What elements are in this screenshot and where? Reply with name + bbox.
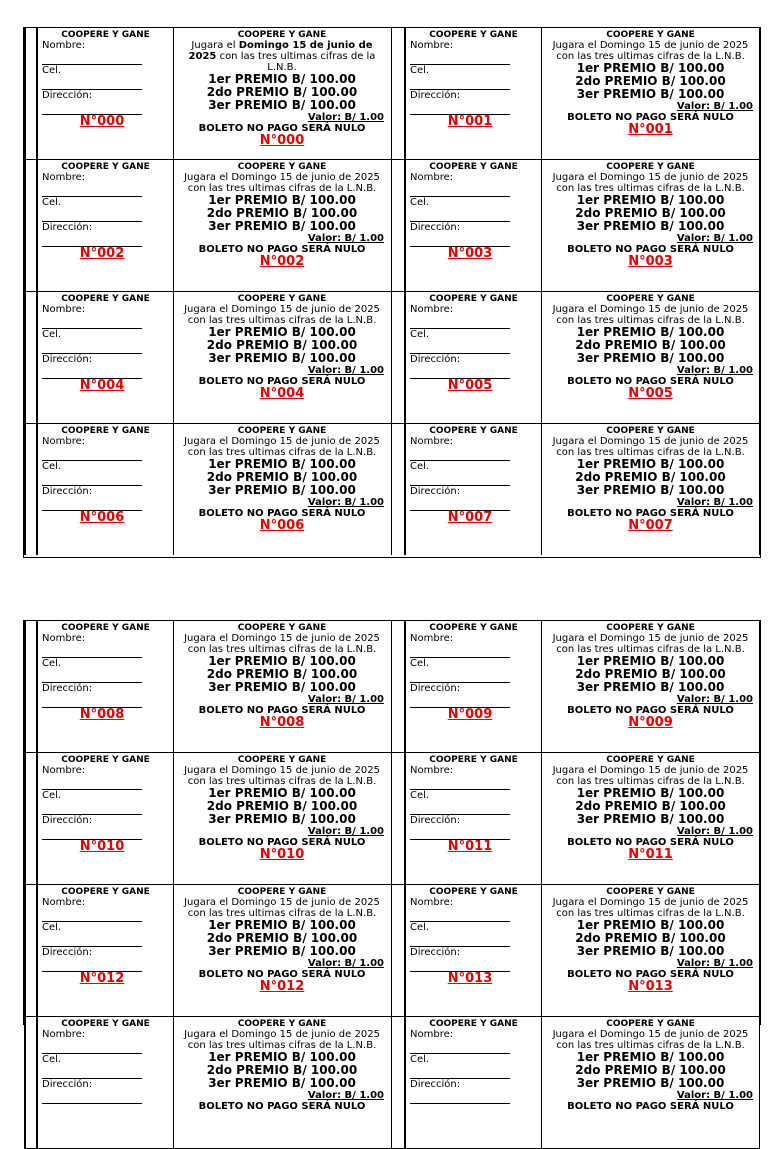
prize-3: 3er PREMIO B/ 100.00 bbox=[576, 944, 725, 958]
ticket-header: COOPERE Y GANE bbox=[606, 294, 695, 304]
stub-direccion-label: Dirección: bbox=[410, 683, 461, 694]
stub-cel-label: Cel. bbox=[42, 65, 62, 76]
stub-cel-label: Cel. bbox=[42, 329, 62, 340]
ticket-header: COOPERE Y GANE bbox=[237, 623, 327, 633]
ticket-stub bbox=[38, 292, 174, 423]
prize-1: 1er PREMIO B/ 100.00 bbox=[208, 325, 356, 339]
stub-direccion-label: Dirección: bbox=[42, 354, 93, 365]
stub-direccion-label: Dirección: bbox=[410, 1079, 461, 1090]
stub-direccion-label: Dirección: bbox=[42, 486, 93, 497]
ticket-description: Jugara el Domingo 15 de junio de 2025 con las tres ultimas cifras de la L.N.B. bbox=[552, 436, 749, 458]
stub-ticket-number: N°008 bbox=[79, 707, 125, 722]
ticket-gutter bbox=[24, 885, 38, 1016]
ticket-row bbox=[24, 753, 760, 885]
stub-nombre-line bbox=[410, 645, 510, 658]
ticket-sheet-2 bbox=[23, 620, 761, 1112]
stub-nombre-label: Nombre: bbox=[410, 304, 454, 315]
ticket-header: COOPERE Y GANE bbox=[237, 30, 327, 40]
stub-cel-line bbox=[410, 209, 510, 222]
ticket-body bbox=[542, 1017, 760, 1148]
prize-3: 3er PREMIO B/ 100.00 bbox=[576, 1076, 725, 1090]
prize-2: 2do PREMIO B/ 100.00 bbox=[575, 338, 726, 352]
stub-ticket-number: N°001 bbox=[447, 114, 493, 129]
stub-ticket-number: N°011 bbox=[447, 839, 493, 854]
stub-ticket-number: N°003 bbox=[447, 246, 493, 261]
ticket-price: Valor: B/ 1.00 bbox=[307, 233, 384, 244]
ticket-body bbox=[542, 885, 760, 1016]
stub-ticket-number: N°002 bbox=[79, 246, 125, 261]
ticket-price: Valor: B/ 1.00 bbox=[676, 365, 753, 376]
ticket-price: Valor: B/ 1.00 bbox=[676, 101, 753, 112]
stub-nombre-line bbox=[410, 448, 510, 461]
stub-nombre-line bbox=[410, 184, 510, 197]
ticket-body bbox=[174, 424, 390, 555]
prize-3: 3er PREMIO B/ 100.00 bbox=[208, 98, 356, 112]
ticket-number: N°002 bbox=[259, 254, 305, 269]
prize-2: 2do PREMIO B/ 100.00 bbox=[206, 1063, 358, 1077]
ticket-void-notice: BOLETO NO PAGO SERÁ NULO bbox=[567, 376, 734, 387]
prize-1: 1er PREMIO B/ 100.00 bbox=[208, 786, 356, 800]
ticket-description: Jugara el Domingo 15 de junio de 2025 con las tres ultimas cifras de la L.N.B. bbox=[188, 40, 376, 73]
ticket-void-notice: BOLETO NO PAGO SERÁ NULO bbox=[198, 1101, 366, 1112]
stub-direccion-label: Dirección: bbox=[410, 486, 461, 497]
stub-header: COOPERE Y GANE bbox=[61, 162, 150, 172]
ticket-gutter bbox=[391, 160, 406, 291]
ticket-price: Valor: B/ 1.00 bbox=[307, 826, 384, 837]
prize-1: 1er PREMIO B/ 100.00 bbox=[208, 1050, 356, 1064]
ticket-description: Jugara el Domingo 15 de junio de 2025 con las tres ultimas cifras de la L.N.B. bbox=[184, 436, 380, 458]
ticket-stub bbox=[38, 885, 174, 1016]
stub-nombre-line bbox=[42, 448, 142, 461]
prize-3: 3er PREMIO B/ 100.00 bbox=[208, 483, 356, 497]
stub-cel-line bbox=[42, 341, 142, 354]
prize-3: 3er PREMIO B/ 100.00 bbox=[208, 812, 356, 826]
stub-ticket-number: N°012 bbox=[79, 971, 125, 986]
prize-2: 2do PREMIO B/ 100.00 bbox=[575, 931, 726, 945]
ticket-body bbox=[542, 292, 760, 423]
ticket-number: N°010 bbox=[259, 847, 305, 862]
stub-ticket-number: N°010 bbox=[79, 839, 125, 854]
ticket-void-notice: BOLETO NO PAGO SERÁ NULO bbox=[198, 705, 366, 716]
ticket-gutter bbox=[24, 28, 38, 159]
ticket-stub bbox=[38, 160, 174, 291]
prize-3: 3er PREMIO B/ 100.00 bbox=[576, 680, 725, 694]
ticket-void-notice: BOLETO NO PAGO SERÁ NULO bbox=[567, 1101, 734, 1112]
prize-1: 1er PREMIO B/ 100.00 bbox=[576, 918, 725, 932]
stub-header: COOPERE Y GANE bbox=[429, 755, 518, 765]
ticket-void-notice: BOLETO NO PAGO SERÁ NULO bbox=[567, 705, 734, 716]
ticket-header: COOPERE Y GANE bbox=[606, 623, 695, 633]
stub-cel-label: Cel. bbox=[410, 658, 430, 669]
stub-header: COOPERE Y GANE bbox=[61, 887, 150, 897]
prize-2: 2do PREMIO B/ 100.00 bbox=[575, 470, 726, 484]
stub-nombre-label: Nombre: bbox=[42, 436, 86, 447]
ticket-description: Jugara el Domingo 15 de junio de 2025 con las tres ultimas cifras de la L.N.B. bbox=[552, 304, 749, 326]
ticket-stub bbox=[38, 424, 174, 555]
ticket-stub bbox=[406, 424, 542, 555]
ticket-body bbox=[542, 753, 760, 884]
stub-nombre-line bbox=[42, 909, 142, 922]
prize-3: 3er PREMIO B/ 100.00 bbox=[576, 483, 725, 497]
ticket-number: N°001 bbox=[628, 122, 673, 137]
ticket-void-notice: BOLETO NO PAGO SERÁ NULO bbox=[567, 837, 734, 848]
ticket-price: Valor: B/ 1.00 bbox=[676, 958, 753, 969]
ticket-row bbox=[24, 1017, 760, 1149]
stub-cel-label: Cel. bbox=[42, 790, 62, 801]
stub-nombre-label: Nombre: bbox=[42, 765, 86, 776]
prize-3: 3er PREMIO B/ 100.00 bbox=[208, 1076, 356, 1090]
stub-header: COOPERE Y GANE bbox=[61, 426, 150, 436]
stub-cel-line bbox=[410, 1066, 510, 1079]
stub-header: COOPERE Y GANE bbox=[429, 30, 518, 40]
prize-2: 2do PREMIO B/ 100.00 bbox=[206, 338, 358, 352]
stub-nombre-label: Nombre: bbox=[42, 633, 86, 644]
ticket-void-notice: BOLETO NO PAGO SERÁ NULO bbox=[198, 123, 366, 134]
prize-2: 2do PREMIO B/ 100.00 bbox=[206, 206, 358, 220]
stub-cel-label: Cel. bbox=[410, 65, 430, 76]
stub-nombre-line bbox=[410, 1041, 510, 1054]
ticket-price: Valor: B/ 1.00 bbox=[307, 1090, 384, 1101]
stub-nombre-line bbox=[42, 1041, 142, 1054]
ticket-body bbox=[542, 160, 760, 291]
stub-cel-label: Cel. bbox=[410, 197, 430, 208]
ticket-header: COOPERE Y GANE bbox=[237, 162, 327, 172]
ticket-description: Jugara el Domingo 15 de junio de 2025 con las tres ultimas cifras de la L.N.B. bbox=[552, 633, 749, 655]
ticket-number: N°012 bbox=[259, 979, 305, 994]
ticket-body bbox=[174, 621, 390, 752]
ticket-row bbox=[24, 885, 760, 1017]
prize-1: 1er PREMIO B/ 100.00 bbox=[576, 325, 725, 339]
ticket-description: Jugara el Domingo 15 de junio de 2025 con las tres ultimas cifras de la L.N.B. bbox=[184, 633, 380, 655]
stub-nombre-label: Nombre: bbox=[42, 304, 86, 315]
ticket-price: Valor: B/ 1.00 bbox=[676, 233, 753, 244]
stub-cel-line bbox=[42, 670, 142, 683]
ticket-description: Jugara el Domingo 15 de junio de 2025 con las tres ultimas cifras de la L.N.B. bbox=[552, 40, 749, 62]
stub-header: COOPERE Y GANE bbox=[429, 426, 518, 436]
stub-cel-line bbox=[42, 77, 142, 90]
prize-1: 1er PREMIO B/ 100.00 bbox=[576, 654, 725, 668]
stub-ticket-number: N°007 bbox=[447, 510, 493, 525]
prize-2: 2do PREMIO B/ 100.00 bbox=[206, 931, 358, 945]
prize-1: 1er PREMIO B/ 100.00 bbox=[208, 654, 356, 668]
stub-direccion-label: Dirección: bbox=[410, 947, 461, 958]
ticket-gutter bbox=[391, 621, 406, 752]
stub-header: COOPERE Y GANE bbox=[429, 887, 518, 897]
ticket-number: N°000 bbox=[259, 133, 305, 148]
prize-1: 1er PREMIO B/ 100.00 bbox=[208, 72, 356, 86]
stub-direccion-label: Dirección: bbox=[42, 947, 93, 958]
stub-cel-line bbox=[42, 209, 142, 222]
stub-nombre-label: Nombre: bbox=[410, 765, 454, 776]
prize-2: 2do PREMIO B/ 100.00 bbox=[206, 85, 358, 99]
ticket-stub bbox=[38, 753, 174, 884]
prize-3: 3er PREMIO B/ 100.00 bbox=[576, 812, 725, 826]
ticket-description: Jugara el Domingo 15 de junio de 2025 con las tres ultimas cifras de la L.N.B. bbox=[184, 1029, 380, 1051]
ticket-header: COOPERE Y GANE bbox=[606, 162, 695, 172]
ticket-header: COOPERE Y GANE bbox=[237, 755, 327, 765]
stub-nombre-line bbox=[42, 316, 142, 329]
stub-cel-label: Cel. bbox=[42, 658, 62, 669]
stub-header: COOPERE Y GANE bbox=[61, 30, 150, 40]
ticket-gutter bbox=[24, 621, 38, 752]
ticket-number: N°006 bbox=[259, 518, 305, 533]
ticket-number: N°003 bbox=[628, 254, 673, 269]
ticket-description: Jugara el Domingo 15 de junio de 2025 con las tres ultimas cifras de la L.N.B. bbox=[552, 172, 749, 194]
stub-direccion-line bbox=[410, 1091, 510, 1104]
stub-nombre-label: Nombre: bbox=[42, 1029, 86, 1040]
ticket-void-notice: BOLETO NO PAGO SERÁ NULO bbox=[198, 244, 366, 255]
stub-nombre-label: Nombre: bbox=[42, 40, 86, 51]
stub-nombre-label: Nombre: bbox=[410, 897, 454, 908]
ticket-body bbox=[542, 424, 760, 555]
ticket-price: Valor: B/ 1.00 bbox=[307, 112, 384, 123]
prize-2: 2do PREMIO B/ 100.00 bbox=[206, 470, 358, 484]
ticket-body bbox=[174, 292, 390, 423]
ticket-price: Valor: B/ 1.00 bbox=[307, 365, 384, 376]
stub-direccion-label: Dirección: bbox=[42, 1079, 93, 1090]
prize-1: 1er PREMIO B/ 100.00 bbox=[208, 457, 356, 471]
prize-1: 1er PREMIO B/ 100.00 bbox=[576, 457, 725, 471]
ticket-description: Jugara el Domingo 15 de junio de 2025 con las tres ultimas cifras de la L.N.B. bbox=[184, 897, 380, 919]
prize-3: 3er PREMIO B/ 100.00 bbox=[576, 87, 725, 101]
stub-header: COOPERE Y GANE bbox=[429, 1019, 518, 1029]
ticket-price: Valor: B/ 1.00 bbox=[307, 694, 384, 705]
stub-nombre-label: Nombre: bbox=[410, 633, 454, 644]
ticket-gutter bbox=[391, 1017, 406, 1148]
ticket-header: COOPERE Y GANE bbox=[237, 294, 327, 304]
ticket-price: Valor: B/ 1.00 bbox=[676, 694, 753, 705]
ticket-stub bbox=[406, 885, 542, 1016]
stub-cel-label: Cel. bbox=[410, 790, 430, 801]
stub-ticket-number: N°004 bbox=[79, 378, 125, 393]
stub-header: COOPERE Y GANE bbox=[429, 623, 518, 633]
ticket-number: N°013 bbox=[628, 979, 673, 994]
ticket-gutter bbox=[391, 424, 406, 555]
ticket-gutter bbox=[391, 753, 406, 884]
ticket-sheet-1 bbox=[23, 27, 761, 558]
stub-nombre-line bbox=[42, 184, 142, 197]
ticket-header: COOPERE Y GANE bbox=[606, 30, 695, 40]
ticket-number: N°008 bbox=[259, 715, 305, 730]
ticket-price: Valor: B/ 1.00 bbox=[676, 1090, 753, 1101]
stub-cel-line bbox=[42, 1066, 142, 1079]
ticket-row bbox=[24, 28, 760, 160]
stub-nombre-line bbox=[42, 645, 142, 658]
ticket-row bbox=[24, 292, 760, 424]
stub-nombre-label: Nombre: bbox=[410, 172, 454, 183]
ticket-stub bbox=[406, 753, 542, 884]
ticket-number: N°011 bbox=[628, 847, 673, 862]
ticket-void-notice: BOLETO NO PAGO SERÁ NULO bbox=[198, 837, 366, 848]
ticket-header: COOPERE Y GANE bbox=[237, 426, 327, 436]
stub-nombre-label: Nombre: bbox=[410, 436, 454, 447]
prize-1: 1er PREMIO B/ 100.00 bbox=[576, 193, 725, 207]
prize-2: 2do PREMIO B/ 100.00 bbox=[575, 667, 726, 681]
prize-3: 3er PREMIO B/ 100.00 bbox=[576, 351, 725, 365]
ticket-gutter bbox=[24, 753, 38, 884]
ticket-number: N°007 bbox=[628, 518, 673, 533]
ticket-body bbox=[174, 160, 390, 291]
ticket-description: Jugara el Domingo 15 de junio de 2025 con las tres ultimas cifras de la L.N.B. bbox=[184, 172, 380, 194]
stub-direccion-label: Dirección: bbox=[410, 90, 461, 101]
stub-nombre-line bbox=[410, 909, 510, 922]
prize-1: 1er PREMIO B/ 100.00 bbox=[208, 918, 356, 932]
stub-ticket-number: N°006 bbox=[79, 510, 125, 525]
stub-cel-label: Cel. bbox=[42, 922, 62, 933]
ticket-void-notice: BOLETO NO PAGO SERÁ NULO bbox=[567, 508, 734, 519]
prize-1: 1er PREMIO B/ 100.00 bbox=[576, 61, 725, 75]
ticket-body bbox=[174, 885, 390, 1016]
prize-2: 2do PREMIO B/ 100.00 bbox=[575, 206, 726, 220]
ticket-void-notice: BOLETO NO PAGO SERÁ NULO bbox=[198, 969, 366, 980]
stub-cel-line bbox=[410, 802, 510, 815]
ticket-stub bbox=[38, 28, 174, 159]
stub-cel-label: Cel. bbox=[410, 329, 430, 340]
prize-3: 3er PREMIO B/ 100.00 bbox=[208, 680, 356, 694]
stub-direccion-line bbox=[42, 1091, 142, 1104]
ticket-gutter bbox=[24, 160, 38, 291]
ticket-description: Jugara el Domingo 15 de junio de 2025 con las tres ultimas cifras de la L.N.B. bbox=[552, 1029, 749, 1051]
stub-nombre-line bbox=[410, 777, 510, 790]
ticket-void-notice: BOLETO NO PAGO SERÁ NULO bbox=[567, 112, 734, 123]
ticket-gutter bbox=[24, 292, 38, 423]
ticket-price: Valor: B/ 1.00 bbox=[676, 826, 753, 837]
ticket-void-notice: BOLETO NO PAGO SERÁ NULO bbox=[198, 376, 366, 387]
ticket-header: COOPERE Y GANE bbox=[606, 755, 695, 765]
stub-ticket-number: N°013 bbox=[447, 971, 493, 986]
ticket-description: Jugara el Domingo 15 de junio de 2025 con las tres ultimas cifras de la L.N.B. bbox=[552, 897, 749, 919]
stub-direccion-label: Dirección: bbox=[410, 815, 461, 826]
stub-cel-label: Cel. bbox=[410, 461, 430, 472]
stub-header: COOPERE Y GANE bbox=[61, 1019, 150, 1029]
ticket-gutter bbox=[24, 1017, 38, 1148]
ticket-gutter bbox=[391, 28, 406, 159]
ticket-price: Valor: B/ 1.00 bbox=[676, 497, 753, 508]
ticket-body bbox=[174, 753, 390, 884]
stub-direccion-label: Dirección: bbox=[42, 222, 93, 233]
stub-cel-line bbox=[42, 934, 142, 947]
stub-cel-label: Cel. bbox=[42, 1054, 62, 1065]
ticket-body bbox=[542, 28, 760, 159]
stub-cel-label: Cel. bbox=[42, 461, 62, 472]
prize-2: 2do PREMIO B/ 100.00 bbox=[575, 799, 726, 813]
ticket-stub bbox=[38, 1017, 174, 1148]
ticket-void-notice: BOLETO NO PAGO SERÁ NULO bbox=[567, 244, 734, 255]
prize-2: 2do PREMIO B/ 100.00 bbox=[206, 667, 358, 681]
ticket-description: Jugara el Domingo 15 de junio de 2025 con las tres ultimas cifras de la L.N.B. bbox=[184, 765, 380, 787]
stub-direccion-label: Dirección: bbox=[410, 354, 461, 365]
prize-2: 2do PREMIO B/ 100.00 bbox=[206, 799, 358, 813]
stub-cel-label: Cel. bbox=[410, 922, 430, 933]
ticket-number: N°009 bbox=[628, 715, 673, 730]
stub-cel-line bbox=[410, 934, 510, 947]
prize-2: 2do PREMIO B/ 100.00 bbox=[575, 74, 726, 88]
ticket-gutter bbox=[24, 424, 38, 555]
stub-nombre-label: Nombre: bbox=[410, 40, 454, 51]
stub-direccion-label: Dirección: bbox=[410, 222, 461, 233]
prize-3: 3er PREMIO B/ 100.00 bbox=[208, 944, 356, 958]
ticket-stub bbox=[406, 292, 542, 423]
ticket-void-notice: BOLETO NO PAGO SERÁ NULO bbox=[198, 508, 366, 519]
stub-header: COOPERE Y GANE bbox=[61, 755, 150, 765]
stub-cel-line bbox=[42, 473, 142, 486]
ticket-price: Valor: B/ 1.00 bbox=[307, 958, 384, 969]
stub-direccion-label: Dirección: bbox=[42, 683, 93, 694]
ticket-header: COOPERE Y GANE bbox=[237, 1019, 327, 1029]
stub-nombre-line bbox=[42, 52, 142, 65]
ticket-description: Jugara el Domingo 15 de junio de 2025 con las tres ultimas cifras de la L.N.B. bbox=[184, 304, 380, 326]
prize-3: 3er PREMIO B/ 100.00 bbox=[208, 351, 356, 365]
prize-2: 2do PREMIO B/ 100.00 bbox=[575, 1063, 726, 1077]
stub-cel-line bbox=[410, 341, 510, 354]
stub-cel-label: Cel. bbox=[42, 197, 62, 208]
ticket-row bbox=[24, 160, 760, 292]
ticket-stub bbox=[38, 621, 174, 752]
ticket-number: N°005 bbox=[628, 386, 673, 401]
stub-direccion-label: Dirección: bbox=[42, 815, 93, 826]
prize-3: 3er PREMIO B/ 100.00 bbox=[208, 219, 356, 233]
stub-nombre-label: Nombre: bbox=[410, 1029, 454, 1040]
stub-cel-line bbox=[410, 670, 510, 683]
ticket-header: COOPERE Y GANE bbox=[237, 887, 327, 897]
stub-nombre-label: Nombre: bbox=[42, 897, 86, 908]
prize-1: 1er PREMIO B/ 100.00 bbox=[208, 193, 356, 207]
stub-header: COOPERE Y GANE bbox=[61, 623, 150, 633]
stub-nombre-line bbox=[410, 316, 510, 329]
ticket-stub bbox=[406, 621, 542, 752]
ticket-number: N°004 bbox=[259, 386, 305, 401]
stub-cel-line bbox=[410, 77, 510, 90]
stub-nombre-line bbox=[410, 52, 510, 65]
stub-direccion-label: Dirección: bbox=[42, 90, 93, 101]
ticket-header: COOPERE Y GANE bbox=[606, 1019, 695, 1029]
stub-nombre-line bbox=[42, 777, 142, 790]
ticket-stub bbox=[406, 160, 542, 291]
ticket-row bbox=[24, 621, 760, 753]
stub-cel-label: Cel. bbox=[410, 1054, 430, 1065]
stub-ticket-number: N°005 bbox=[447, 378, 493, 393]
ticket-gutter bbox=[391, 292, 406, 423]
ticket-row bbox=[24, 424, 760, 556]
ticket-header: COOPERE Y GANE bbox=[606, 426, 695, 436]
ticket-gutter bbox=[391, 885, 406, 1016]
ticket-price: Valor: B/ 1.00 bbox=[307, 497, 384, 508]
stub-cel-line bbox=[410, 473, 510, 486]
ticket-body bbox=[542, 621, 760, 752]
ticket-body bbox=[174, 1017, 390, 1148]
prize-1: 1er PREMIO B/ 100.00 bbox=[576, 786, 725, 800]
ticket-description: Jugara el Domingo 15 de junio de 2025 con las tres ultimas cifras de la L.N.B. bbox=[552, 765, 749, 787]
stub-ticket-number: N°000 bbox=[79, 114, 125, 129]
stub-cel-line bbox=[42, 802, 142, 815]
ticket-header: COOPERE Y GANE bbox=[606, 887, 695, 897]
ticket-stub bbox=[406, 28, 542, 159]
ticket-void-notice: BOLETO NO PAGO SERÁ NULO bbox=[567, 969, 734, 980]
stub-header: COOPERE Y GANE bbox=[429, 162, 518, 172]
stub-header: COOPERE Y GANE bbox=[61, 294, 150, 304]
prize-1: 1er PREMIO B/ 100.00 bbox=[576, 1050, 725, 1064]
stub-nombre-label: Nombre: bbox=[42, 172, 86, 183]
ticket-stub bbox=[406, 1017, 542, 1148]
ticket-body bbox=[174, 28, 390, 159]
stub-ticket-number: N°009 bbox=[447, 707, 493, 722]
prize-3: 3er PREMIO B/ 100.00 bbox=[576, 219, 725, 233]
stub-header: COOPERE Y GANE bbox=[429, 294, 518, 304]
